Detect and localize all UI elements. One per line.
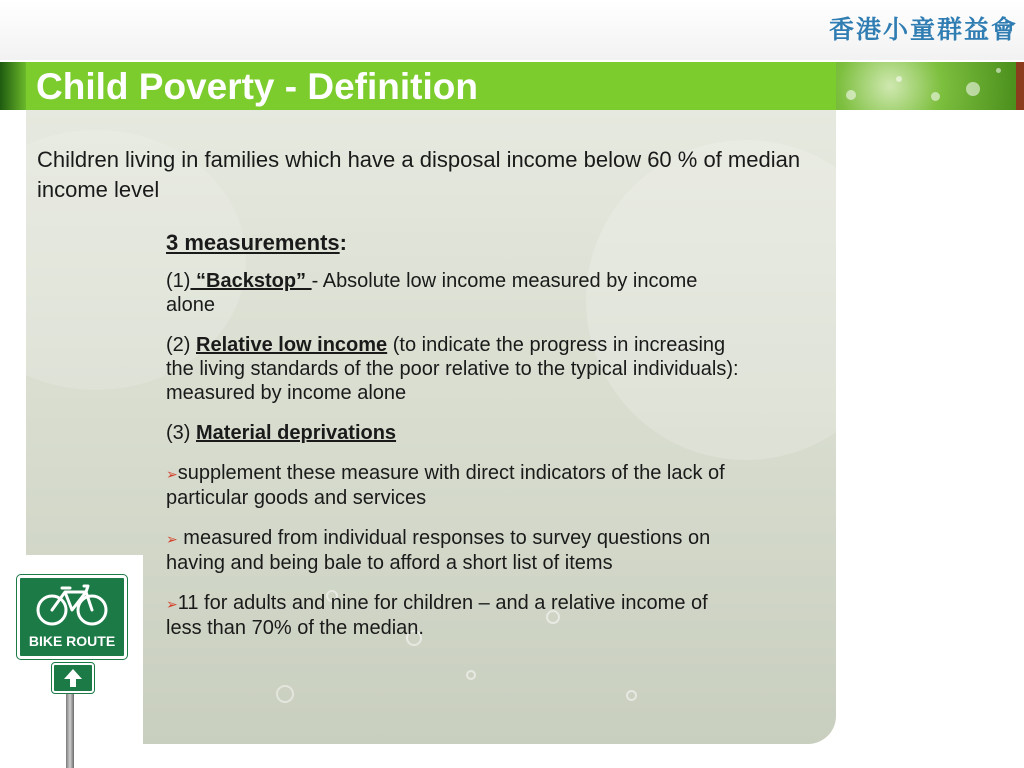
title-accent-left bbox=[0, 62, 26, 110]
measurements-heading-label: 3 measurements bbox=[166, 230, 340, 255]
list-item bbox=[166, 591, 746, 640]
arrow-up-icon bbox=[54, 665, 92, 691]
sign-pole bbox=[66, 687, 74, 768]
title-accent-right bbox=[1016, 62, 1024, 110]
definition-text: Children living in families which have a disposal income below 60 % of median income level bbox=[37, 147, 801, 202]
bullet-text: 11 for adults and nine for children – and a relative income of less than 70% of the median. bbox=[166, 592, 708, 639]
item-number: (3) bbox=[166, 422, 196, 444]
arrow-right-icon: ➢ bbox=[166, 531, 178, 547]
bicycle-icon bbox=[20, 582, 124, 632]
sign-board bbox=[17, 575, 127, 659]
item-number: (2) bbox=[166, 334, 196, 356]
item-number: (1) bbox=[166, 270, 191, 292]
bullet-text: measured from individual responses to survey questions on having and being bale to afford a short list of items bbox=[166, 527, 711, 574]
top-bar bbox=[0, 0, 1024, 60]
item-term: Relative low income bbox=[196, 334, 388, 356]
item-term: Material deprivations bbox=[196, 422, 397, 444]
sign-plate bbox=[52, 663, 94, 693]
measurements-heading-colon: : bbox=[339, 230, 347, 255]
sign-text: BIKE ROUTE bbox=[28, 633, 116, 649]
measurements-list bbox=[166, 231, 746, 656]
bike-route-sign-image bbox=[0, 555, 143, 768]
measurement-item-backstop bbox=[166, 269, 746, 317]
item-description: (to indicate the progress in increasing the living standards of the poor relative to the typical individuals): measured by income alone bbox=[166, 334, 739, 404]
title-bar bbox=[26, 62, 836, 110]
title-decoration bbox=[836, 62, 1016, 110]
list-item bbox=[166, 526, 746, 575]
arrow-right-icon: ➢ bbox=[166, 596, 178, 612]
item-term: “Backstop” bbox=[190, 270, 312, 292]
bullet-text: supplement these measure with direct indicators of the lack of particular goods and services bbox=[166, 462, 725, 509]
list-item bbox=[166, 461, 746, 510]
item-description: - Absolute low income measured by income alone bbox=[166, 270, 698, 316]
measurement-item-material-deprivations bbox=[166, 421, 746, 445]
measurements-heading bbox=[166, 231, 746, 255]
arrow-right-icon: ➢ bbox=[166, 466, 178, 482]
slide-title: Child Poverty - Definition bbox=[36, 66, 478, 107]
measurement-item-relative-low-income bbox=[166, 333, 746, 405]
organization-logo: 香港小童群益會 bbox=[828, 15, 1018, 44]
